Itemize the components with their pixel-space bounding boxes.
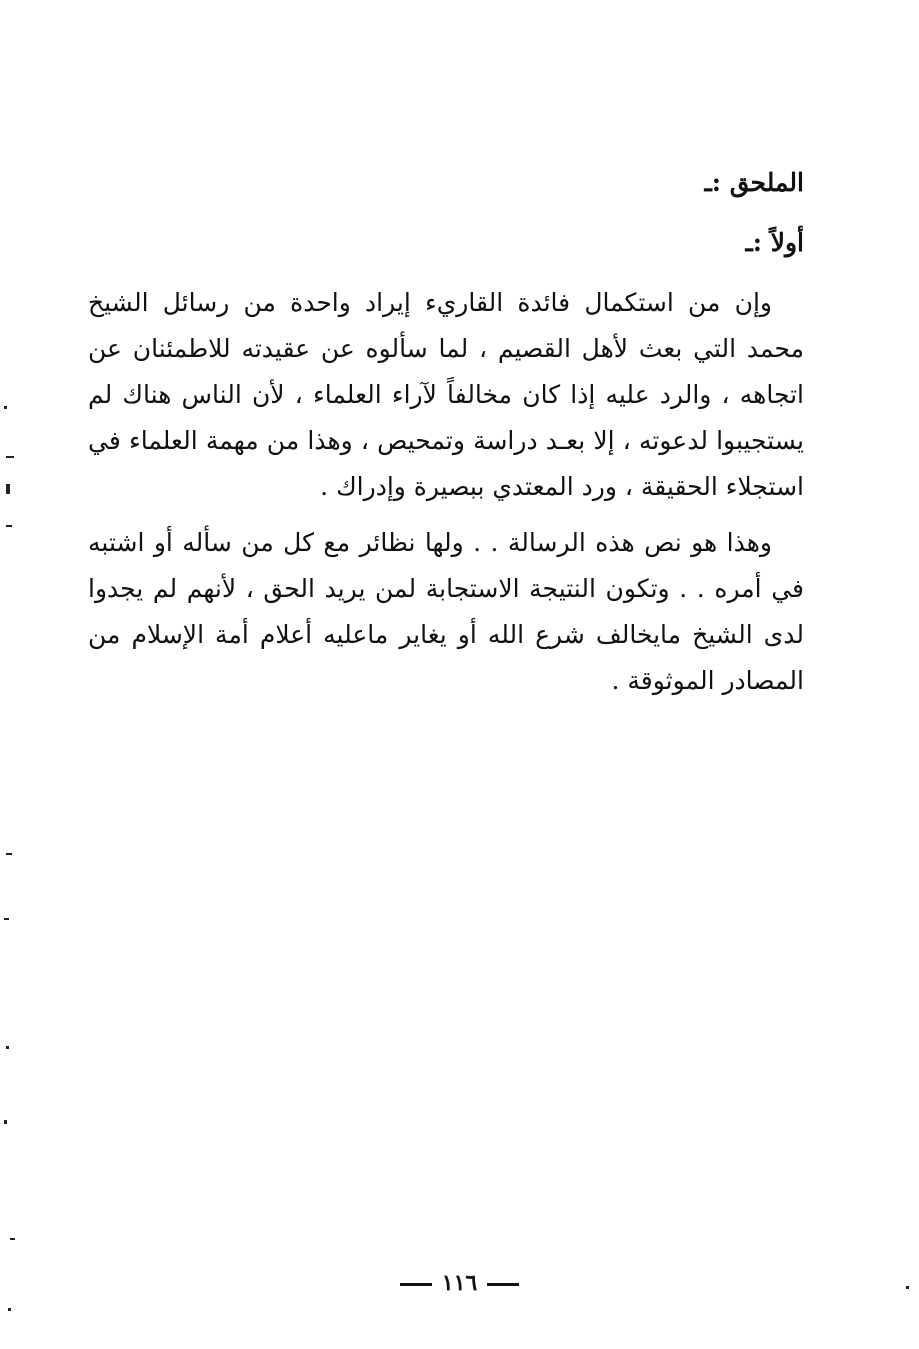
scan-speck: [4, 1120, 7, 1124]
appendix-heading: الملحق :ـ: [704, 168, 804, 197]
scan-speck: [6, 484, 10, 494]
scan-speck: [6, 1046, 9, 1049]
scan-speck: [6, 853, 12, 855]
scan-speck: [906, 1286, 909, 1289]
scan-speck: [6, 456, 14, 458]
paragraph-letter-text: وهذا هو نص هذه الرسالة . . ولها نظائر مع كل من سأله أو اشتبه في أمره . . وتكون النتيجة الاستجابة لمن يريد الحق ، لأنهم لم يجدوا لدى الشيخ مايخالف شرع الله أو يغاير ماعليه أعلام أمة الإسلام من المصادر الموثوقة .: [88, 528, 804, 695]
page-number-footer: [0, 1270, 919, 1296]
scan-speck: [4, 918, 9, 920]
scan-speck: [4, 406, 7, 409]
scan-speck: [10, 1238, 15, 1240]
scan-speck: [6, 525, 12, 527]
section-first-heading: أولاً :ـ: [745, 228, 804, 257]
paragraph-intro: وإن من استكمال فائدة القاريء إيراد واحدة من رسائل الشيخ محمد التي بعث لأهل القصيم ، لما سألوه عن عقيدته للاطمئنان عن اتجاهه ، والرد عليه إذا كان مخالفاً لآراء العلماء ، لأن الناس هناك لم يستجيبوا لدعوته ، إلا بعـد دراسة وتمحيص ، وهذا من مهمة العلماء في استجلاء الحقيقة ، ورد المعتدي ببصيرة وإدراك .: [88, 288, 804, 501]
page-number-dash-right: [487, 1283, 519, 1286]
scan-speck: [8, 1308, 11, 1311]
page-number: ١١٦: [441, 1270, 478, 1296]
page-number-dash-left: [400, 1283, 432, 1286]
